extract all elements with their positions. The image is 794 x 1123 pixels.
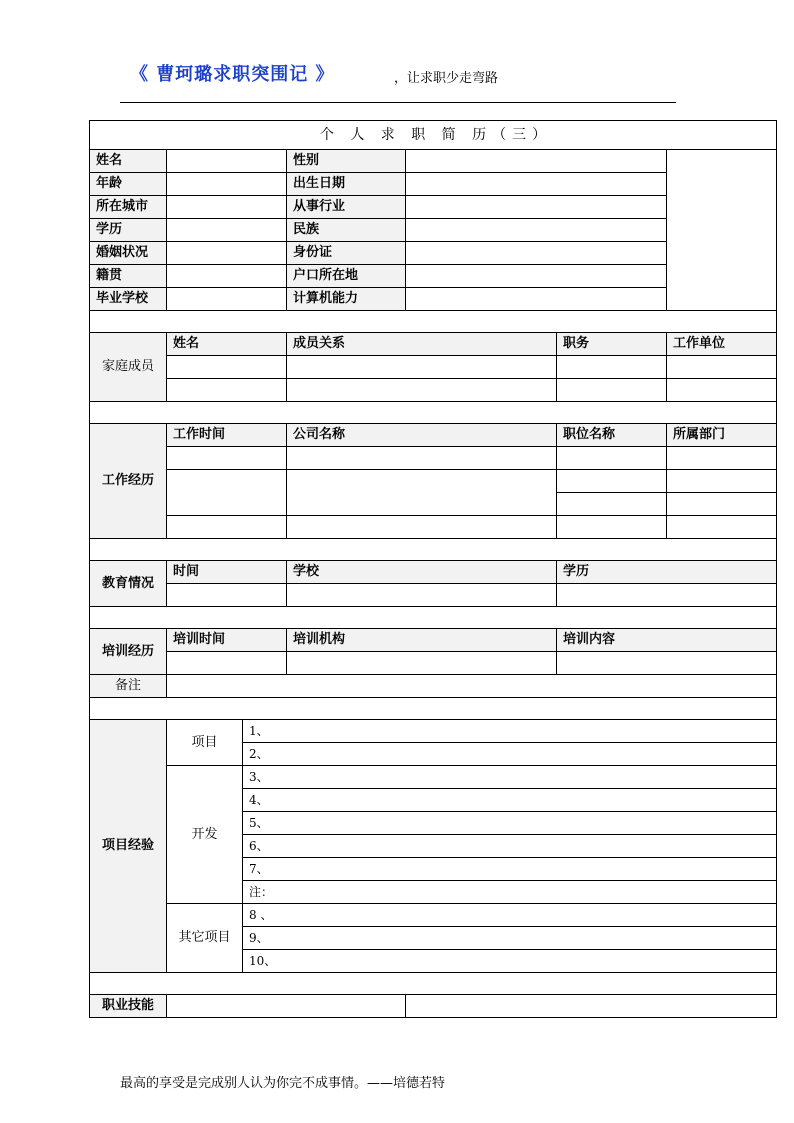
remark-label: 备注 — [90, 675, 167, 698]
label-gender: 性别 — [287, 150, 406, 173]
label-name: 姓名 — [90, 150, 167, 173]
work-cell[interactable] — [557, 516, 667, 539]
spacer-row — [90, 698, 777, 720]
edu-header-school: 学校 — [287, 561, 557, 584]
work-cell[interactable] — [667, 470, 777, 493]
work-header-department: 所属部门 — [667, 424, 777, 447]
project-line[interactable]: 10、 — [243, 950, 777, 973]
resume-title: 个 人 求 职 简 历（三） — [90, 121, 777, 150]
resume-table — [89, 120, 777, 1018]
work-cell[interactable] — [287, 516, 557, 539]
project-group-projects: 项目 — [167, 720, 243, 766]
document-header — [120, 58, 680, 88]
family-header-relation: 成员关系 — [287, 333, 557, 356]
project-line[interactable]: 1、 — [243, 720, 777, 743]
label-industry: 从事行业 — [287, 196, 406, 219]
field-name[interactable] — [167, 150, 287, 173]
field-city[interactable] — [167, 196, 287, 219]
skills-field[interactable] — [167, 995, 406, 1018]
field-native-place[interactable] — [167, 265, 287, 288]
label-school: 毕业学校 — [90, 288, 167, 311]
project-line[interactable]: 2、 — [243, 743, 777, 766]
field-computer-skill[interactable] — [406, 288, 667, 311]
work-cell[interactable] — [667, 493, 777, 516]
training-cell[interactable] — [287, 652, 557, 675]
work-header-company: 公司名称 — [287, 424, 557, 447]
document-subtitle: ，让求职少走弯路 — [394, 71, 499, 86]
project-note[interactable]: 注： — [243, 881, 777, 904]
project-line[interactable]: 7、 — [243, 858, 777, 881]
field-school[interactable] — [167, 288, 287, 311]
field-age[interactable] — [167, 173, 287, 196]
footer-quote: 最高的享受是完成别人认为你完不成事情。——培德若特 — [120, 1076, 446, 1091]
training-cell[interactable] — [557, 652, 777, 675]
label-native-place: 籍贯 — [90, 265, 167, 288]
field-ethnicity[interactable] — [406, 219, 667, 242]
work-cell[interactable] — [557, 470, 667, 493]
label-id-card: 身份证 — [287, 242, 406, 265]
project-group-development: 开发 — [167, 766, 243, 904]
training-cell[interactable] — [167, 652, 287, 675]
edu-header-degree: 学历 — [557, 561, 777, 584]
label-hukou: 户口所在地 — [287, 265, 406, 288]
project-line[interactable]: 6、 — [243, 835, 777, 858]
skills-field[interactable] — [406, 995, 777, 1018]
work-cell[interactable] — [167, 516, 287, 539]
project-line[interactable]: 9、 — [243, 927, 777, 950]
label-marital: 婚姻状况 — [90, 242, 167, 265]
field-birth-date[interactable] — [406, 173, 667, 196]
family-cell[interactable] — [667, 379, 777, 402]
training-section-label: 培训经历 — [90, 629, 167, 675]
project-section-label: 项目经验 — [90, 720, 167, 973]
photo-area[interactable] — [667, 150, 777, 311]
field-industry[interactable] — [406, 196, 667, 219]
family-cell[interactable] — [167, 379, 287, 402]
work-cell[interactable] — [287, 470, 557, 516]
header-divider — [120, 102, 676, 103]
document-title: 《 曹珂璐求职突围记 》 — [130, 64, 335, 85]
work-cell[interactable] — [557, 447, 667, 470]
family-section-label: 家庭成员 — [90, 333, 167, 402]
work-cell[interactable] — [167, 470, 287, 516]
label-birth-date: 出生日期 — [287, 173, 406, 196]
work-cell[interactable] — [667, 516, 777, 539]
family-header-position: 职务 — [557, 333, 667, 356]
label-education: 学历 — [90, 219, 167, 242]
spacer-row — [90, 973, 777, 995]
work-cell[interactable] — [557, 493, 667, 516]
edu-cell[interactable] — [167, 584, 287, 607]
family-cell[interactable] — [557, 379, 667, 402]
edu-section-label: 教育情况 — [90, 561, 167, 607]
field-id-card[interactable] — [406, 242, 667, 265]
label-ethnicity: 民族 — [287, 219, 406, 242]
project-group-other: 其它项目 — [167, 904, 243, 973]
remark-field[interactable] — [167, 675, 777, 698]
project-line[interactable]: 8 、 — [243, 904, 777, 927]
field-gender[interactable] — [406, 150, 667, 173]
field-hukou[interactable] — [406, 265, 667, 288]
family-cell[interactable] — [287, 356, 557, 379]
family-cell[interactable] — [667, 356, 777, 379]
work-header-time: 工作时间 — [167, 424, 287, 447]
spacer-row — [90, 607, 777, 629]
family-cell[interactable] — [287, 379, 557, 402]
project-line[interactable]: 4、 — [243, 789, 777, 812]
project-line[interactable]: 3、 — [243, 766, 777, 789]
work-section-label: 工作经历 — [90, 424, 167, 539]
training-header-time: 培训时间 — [167, 629, 287, 652]
edu-header-time: 时间 — [167, 561, 287, 584]
family-header-name: 姓名 — [167, 333, 287, 356]
work-cell[interactable] — [667, 447, 777, 470]
spacer-row — [90, 539, 777, 561]
training-header-content: 培训内容 — [557, 629, 777, 652]
project-line[interactable]: 5、 — [243, 812, 777, 835]
edu-cell[interactable] — [287, 584, 557, 607]
work-header-position: 职位名称 — [557, 424, 667, 447]
family-cell[interactable] — [167, 356, 287, 379]
spacer-row — [90, 311, 777, 333]
work-cell[interactable] — [167, 447, 287, 470]
field-education[interactable] — [167, 219, 287, 242]
label-age: 年龄 — [90, 173, 167, 196]
label-city: 所在城市 — [90, 196, 167, 219]
label-computer-skill: 计算机能力 — [287, 288, 406, 311]
work-cell[interactable] — [287, 447, 557, 470]
edu-cell[interactable] — [557, 584, 777, 607]
field-marital[interactable] — [167, 242, 287, 265]
family-header-employer: 工作单位 — [667, 333, 777, 356]
family-cell[interactable] — [557, 356, 667, 379]
spacer-row — [90, 402, 777, 424]
skills-label: 职业技能 — [90, 995, 167, 1018]
training-header-institution: 培训机构 — [287, 629, 557, 652]
